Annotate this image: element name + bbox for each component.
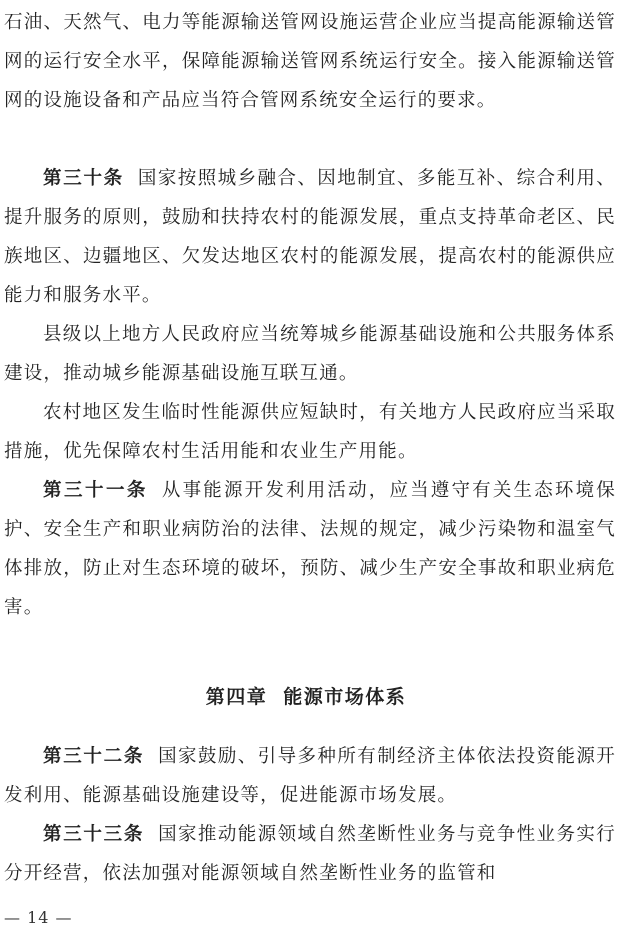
article-number: 第三十二条	[43, 746, 145, 767]
paragraph-urban-rural	[4, 315, 616, 393]
article-33	[4, 815, 616, 893]
paragraph-text: 从事能源开发利用活动，应当遵守有关生态环境保护、安全生产和职业病防治的法律、法规的规定，减少污染物和温室气体排放，防止对生态环境的破坏，预防、减少生产安全事故和职业病危害。	[4, 480, 616, 618]
chapter-heading	[0, 678, 612, 717]
paragraph-text: 国家按照城乡融合、因地制宜、多能互补、综合利用、提升服务的原则，鼓励和扶持农村的能源发展，重点支持革命老区、民族地区、边疆地区、欠发达地区农村的能源发展，提高农村的能源供应能力和服务水平。	[4, 168, 616, 306]
paragraph-text: 国家鼓励、引导多种所有制经济主体依法投资能源开发利用、能源基础设施建设等，促进能源市场发展。	[4, 746, 616, 806]
page-number: — 14 —	[4, 908, 73, 927]
chapter-number: 第四章	[205, 686, 268, 708]
paragraph-text: 县级以上地方人民政府应当统筹城乡能源基础设施和公共服务体系建设，推动城乡能源基础设施互联互通。	[4, 324, 616, 384]
paragraph-rural-shortage	[4, 393, 616, 471]
article-32	[4, 737, 616, 815]
paragraph-text: 农村地区发生临时性能源供应短缺时，有关地方人民政府应当采取措施，优先保障农村生活用能和农业生产用能。	[4, 402, 616, 462]
paragraph-pipeline-safety	[4, 3, 616, 120]
article-30	[4, 159, 616, 315]
paragraph-text: 石油、天然气、电力等能源输送管网设施运营企业应当提高能源输送管网的运行安全水平，保障能源输送管网系统运行安全。接入能源输送管网的设施设备和产品应当符合管网系统安全运行的要求。	[4, 12, 616, 111]
chapter-title: 能源市场体系	[283, 686, 407, 708]
article-number: 第三十条	[43, 168, 124, 189]
article-31	[4, 471, 616, 627]
paragraph-text: 国家推动能源领域自然垄断性业务与竞争性业务实行分开经营，依法加强对能源领域自然垄断性业务的监管和	[4, 824, 616, 884]
article-number: 第三十三条	[43, 824, 145, 845]
article-number: 第三十一条	[43, 480, 148, 501]
